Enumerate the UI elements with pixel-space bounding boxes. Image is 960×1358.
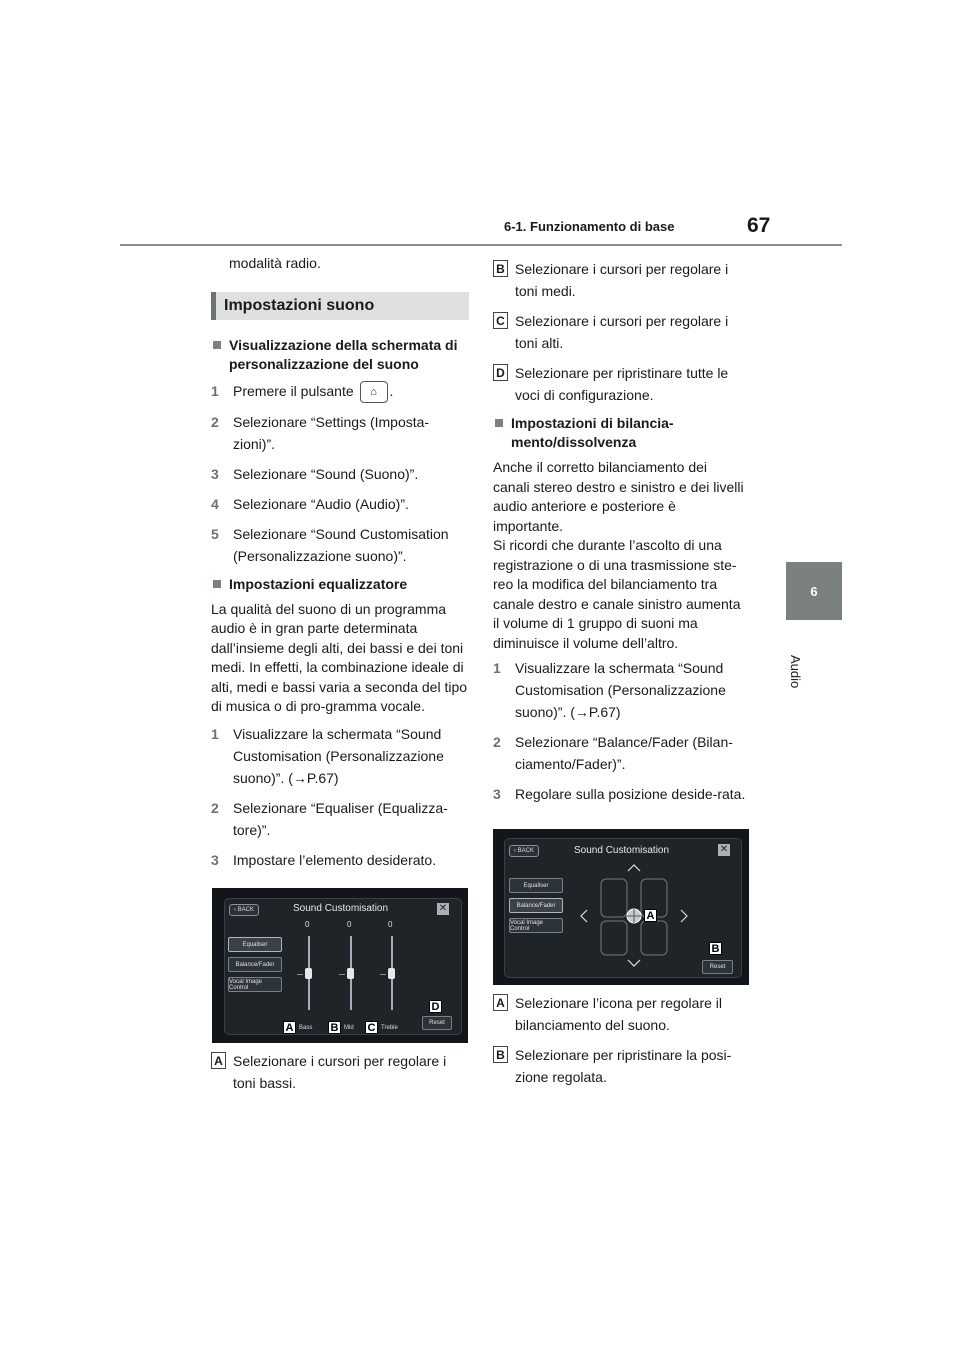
- square-bullet-icon: [213, 341, 221, 349]
- subheading-equaliser: Impostazioni equalizzatore: [211, 575, 469, 594]
- treble-value: 0: [388, 920, 393, 929]
- right-arrow-icon: [681, 910, 687, 922]
- equaliser-paragraph: La qualità del suono di un programma audio è in gran parte determinata dall’insieme degli alti, dei bassi e dei toni medi. In effetti, la combinazione ideale di alti, medi e bassi varia a seconda del tipo di musica o di pro-gramma vocale.: [211, 600, 468, 715]
- menu-equaliser: Equaliser: [509, 878, 563, 893]
- equaliser-screenshot: [212, 888, 468, 1043]
- balance-paragraph-2: Si ricordi che durante l’ascolto di una registrazione o di una trasmissione ste-reo la modifica del bilanciamento tra canale destro e canale sinistro aumenta il volume di 1 gruppo di suoni ma diminuisce il volume dell’altro.: [493, 537, 741, 651]
- balance-paragraph-1: Anche il corretto bilanciamento dei canali stereo destro e sinistro e dei livelli audio anteriore e posteriore è importante.: [493, 459, 744, 534]
- mid-label: Mid: [344, 1025, 354, 1031]
- close-icon: ✕: [438, 903, 448, 914]
- step-item: 3 Selezionare “Sound (Suono)”.: [211, 465, 419, 482]
- up-arrow-icon: [628, 865, 640, 871]
- treble-label: Treble: [381, 1025, 398, 1031]
- step-item: 4 Selezionare “Audio (Audio)”.: [211, 495, 409, 512]
- header-rule: [120, 244, 842, 246]
- section-heading: Impostazioni suono: [211, 292, 469, 320]
- menu-equaliser: Equaliser: [228, 937, 282, 952]
- callout-b: B: [709, 942, 722, 955]
- callout-b: B: [328, 1021, 341, 1034]
- step-item: 1 Visualizzare la schermata “Sound Customisation (Personalizzazione suono)”. (→P.67): [493, 660, 726, 720]
- menu-vocal-image: Vocal Image Control: [509, 918, 563, 933]
- step-item: 1 Visualizzare la schermata “Sound Customisation (Personalizzazione suono)”. (→P.67): [211, 725, 444, 786]
- step-item: 2 Selezionare “Settings (Imposta-zioni)”.: [211, 413, 430, 452]
- callout-a: A: [283, 1021, 296, 1034]
- item-b-balance-reset: B Selezionare per ripristinare la posi-zione regolata.: [493, 1044, 747, 1088]
- seat-rear-left: [601, 921, 627, 955]
- seat-front-left: [601, 879, 627, 917]
- subheading-balance: Impostazioni di bilancia-mento/dissolvenza: [493, 414, 747, 452]
- intro-text: modalità radio.: [229, 255, 321, 271]
- left-column: [211, 254, 469, 879]
- step-item: 2 Selezionare “Equaliser (Equalizza-tore)”.: [211, 799, 448, 838]
- center-tick: [339, 974, 345, 975]
- bass-label: Bass: [299, 1025, 313, 1031]
- balance-items: [493, 992, 747, 1096]
- menu-vocal-image: Vocal Image Control: [228, 977, 282, 992]
- menu-balance-fader: Balance/Fader: [509, 898, 563, 913]
- bass-knob: [305, 968, 312, 979]
- home-icon: ⌂: [360, 381, 388, 403]
- balance-screenshot: [493, 829, 749, 985]
- callout-c: C: [365, 1021, 378, 1034]
- square-bullet-icon: [213, 580, 221, 588]
- left-arrow-icon: [581, 910, 587, 922]
- item-c-treble: C Selezionare i cursori per regolare i toni alti.: [493, 310, 747, 354]
- screen-title: Sound Customisation: [293, 903, 389, 914]
- reset-button: Reset: [702, 960, 733, 974]
- step-item: 2 Selezionare “Balance/Fader (Bilan-ciamento/Fader)”.: [493, 734, 733, 772]
- section-title: 6-1. Funzionamento di base: [504, 219, 675, 234]
- mid-knob: [347, 968, 354, 979]
- item-a-bass: A Selezionare i cursori per regolare i toni bassi.: [211, 1050, 469, 1102]
- chapter-label: Audio: [788, 655, 803, 689]
- step-item: 3 Regolare sulla posizione deside-rata.: [493, 786, 746, 802]
- center-tick: [380, 974, 386, 975]
- reset-button: Reset: [422, 1016, 452, 1030]
- center-tick: [297, 974, 303, 975]
- mid-value: 0: [347, 920, 352, 929]
- close-icon: ✕: [719, 844, 729, 855]
- step-item: 5 Selezionare “Sound Customisation (Personalizzazione suono)”.: [211, 525, 449, 564]
- bass-value: 0: [305, 920, 310, 929]
- car-seat-diagram: [577, 859, 693, 973]
- label-a: A: [211, 1052, 226, 1069]
- right-column: [493, 258, 747, 813]
- square-bullet-icon: [495, 419, 503, 427]
- item-b-mid: B Selezionare i cursori per regolare i toni medi.: [493, 258, 747, 302]
- screen-title: Sound Customisation: [574, 845, 670, 856]
- step-item: 3 Impostare l’elemento desiderato.: [211, 851, 437, 868]
- seat-rear-right: [641, 921, 667, 955]
- back-button: ‹ BACK: [229, 904, 259, 916]
- item-a-balance-icon: A Selezionare l’icona per regolare il bilanciamento del suono.: [493, 992, 747, 1036]
- treble-knob: [388, 968, 395, 979]
- chapter-tab: 6: [786, 562, 842, 620]
- back-button: ‹ BACK: [509, 845, 539, 857]
- subheading-display: Visualizzazione della schermata di personalizzazione del suono: [211, 336, 469, 374]
- step-item: 1 Premere il pulsante ⌂ .: [211, 380, 469, 403]
- menu-balance-fader: Balance/Fader: [228, 957, 282, 972]
- callout-a: A: [644, 909, 657, 922]
- page-number: 67: [747, 214, 771, 237]
- callout-d: D: [429, 1000, 442, 1013]
- down-arrow-icon: [628, 960, 640, 966]
- item-d-reset: D Selezionare per ripristinare tutte le voci di configurazione.: [493, 362, 747, 406]
